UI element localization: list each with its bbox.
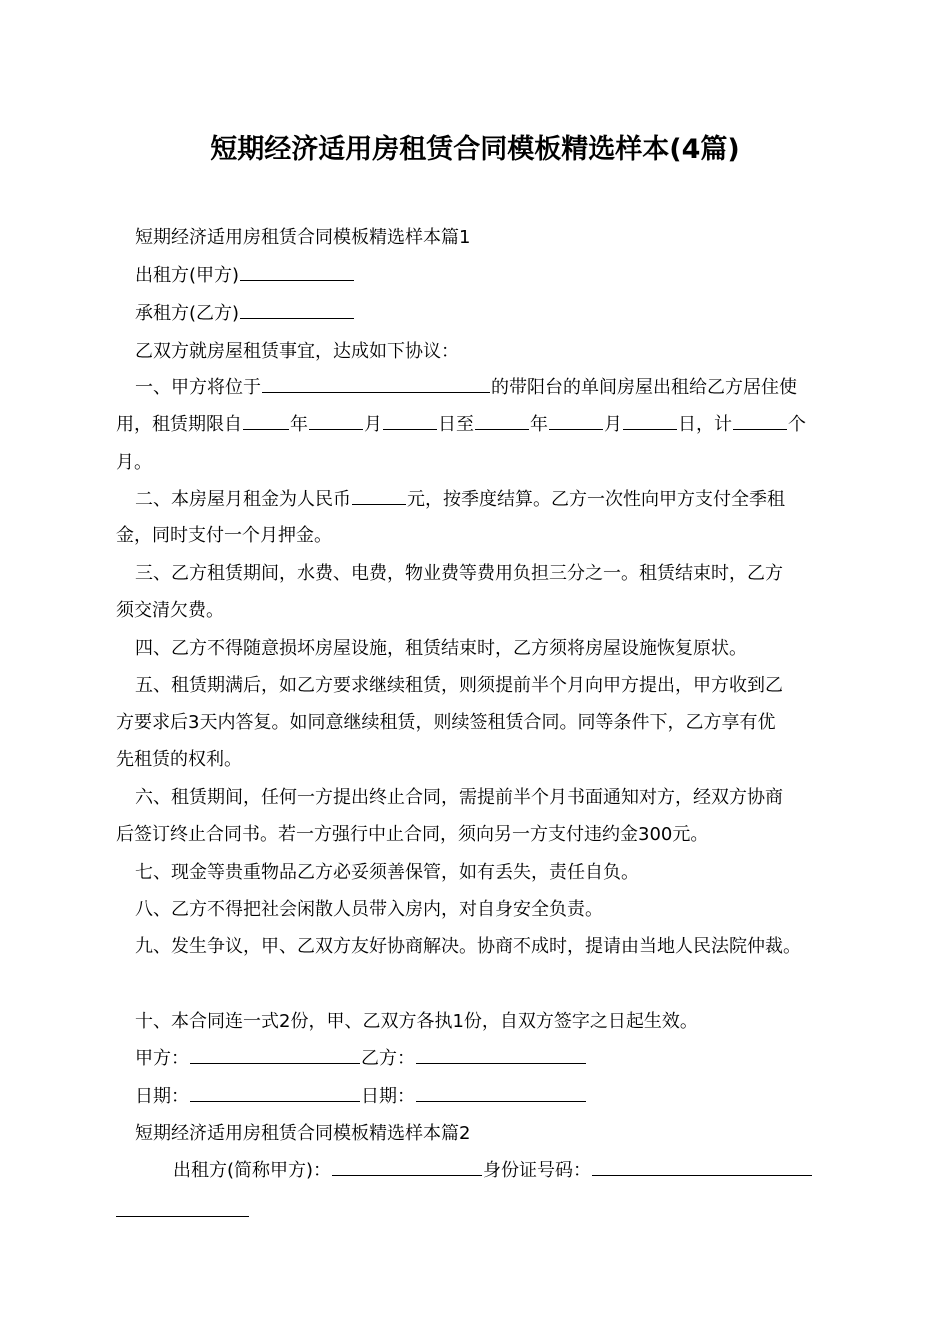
clause-6-line-1: 六、租赁期间，任何一方提出终止合同，需提前半个月书面通知对方，经双方协商	[135, 787, 783, 808]
clause-6-line-2: 后签订终止合同书。若一方强行中止合同，须向另一方支付违约金300元。	[116, 824, 709, 845]
blank-field	[243, 413, 289, 430]
clause-2-line-2: 金，同时支付一个月押金。	[116, 525, 332, 546]
intro-line: 乙双方就房屋租赁事宜，达成如下协议：	[135, 341, 459, 362]
blank-field	[262, 376, 490, 393]
blank-field	[190, 1047, 360, 1064]
blank-field	[416, 1047, 586, 1064]
lessor-line: 出租方(甲方)	[135, 264, 895, 288]
blank-field	[383, 413, 437, 430]
blank-field	[352, 488, 406, 505]
blank-field	[623, 413, 677, 430]
lessee-line: 承租方(乙方)	[135, 302, 895, 326]
section-heading-1: 短期经济适用房租赁合同模板精选样本篇1	[135, 227, 471, 248]
clause-1-line-1: 一、甲方将位于 的带阳台的单间房屋出租给乙方居住使	[135, 377, 797, 398]
blank-field	[733, 413, 787, 430]
clause-3-line-2: 须交清欠费。	[116, 600, 224, 621]
blank-field	[475, 413, 529, 430]
clause-5-line-3: 先租赁的权利。	[116, 749, 242, 770]
blank-field	[240, 302, 354, 319]
blank-field	[592, 1159, 812, 1176]
blank-field	[309, 413, 363, 430]
clause-5-line-2: 方要求后3天内答复。如同意继续租赁，则续签租赁合同。同等条件下，乙方享有优	[116, 712, 776, 733]
document-title: 短期经济适用房租赁合同模板精选样本(4篇)	[210, 134, 740, 165]
clause-2-line-1: 二、本房屋月租金为人民币 元，按季度结算。乙方一次性向甲方支付全季租	[135, 489, 785, 510]
clause-8-line: 八、乙方不得把社会闲散人员带入房内，对自身安全负责。	[135, 899, 603, 920]
blank-field	[416, 1085, 586, 1102]
clause-7-line: 七、现金等贵重物品乙方必妥须善保管，如有丢失，责任自负。	[135, 862, 639, 883]
signature-line: 甲方： 乙方：	[135, 1047, 895, 1071]
clause-4-line: 四、乙方不得随意损坏房屋设施，租赁结束时，乙方须将房屋设施恢复原状。	[135, 638, 747, 659]
lessor-id-line: 出租方(简称甲方)： 身份证号码：	[173, 1159, 933, 1183]
blank-field	[190, 1085, 360, 1102]
blank-field	[240, 264, 354, 281]
clause-3-line-1: 三、乙方租赁期间，水费、电费，物业费等费用负担三分之一。租赁结束时，乙方	[135, 563, 783, 584]
blank-field	[549, 413, 603, 430]
clause-1-line-2: 用，租赁期限自 年 月 日至 年 月 日，计 个	[116, 414, 806, 435]
clause-5-line-1: 五、租赁期满后，如乙方要求继续租赁，则须提前半个月向甲方提出，甲方收到乙	[135, 675, 783, 696]
clause-1-line-3: 月。	[116, 452, 152, 473]
clause-9-line: 九、发生争议，甲、乙双方友好协商解决。协商不成时，提请由当地人民法院仲裁。	[135, 936, 801, 957]
section-heading-2: 短期经济适用房租赁合同模板精选样本篇2	[135, 1123, 471, 1144]
blank-field	[332, 1159, 482, 1176]
blank-field	[116, 1216, 249, 1217]
clause-10-line: 十、本合同连一式2份，甲、乙双方各执1份，自双方签字之日起生效。	[135, 1011, 698, 1032]
date-line: 日期： 日期：	[135, 1085, 895, 1109]
